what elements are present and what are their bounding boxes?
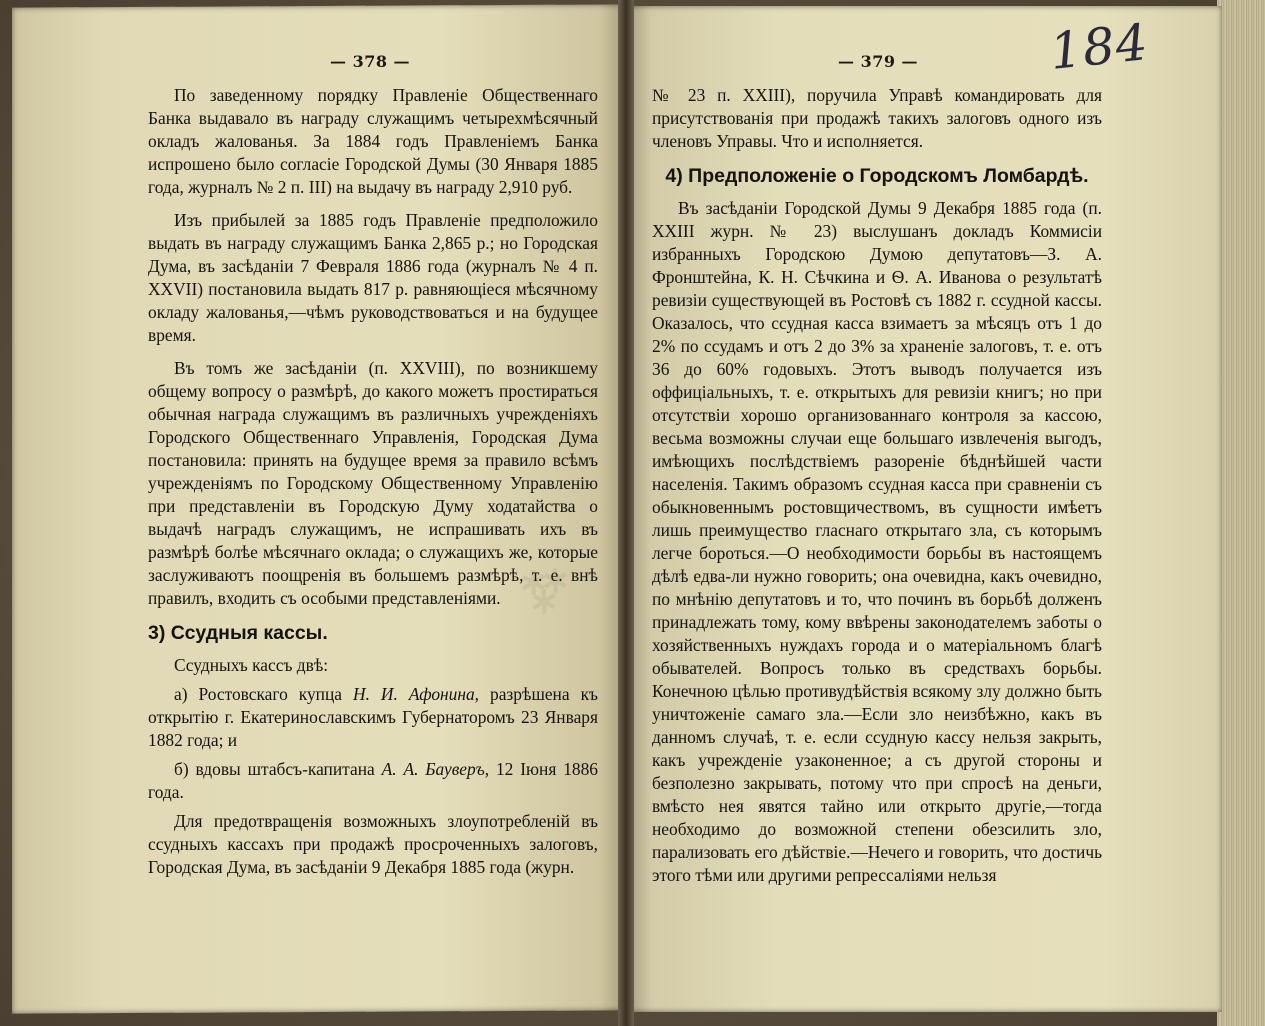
faint-stamp-mark: ⁂ (509, 554, 580, 622)
paragraph: По заведенному порядку Правленіе Общественнаго Банка выдавало въ награду служащимъ четырехмѣсячный окладъ жалованья. За 1884 годъ Правленіемъ Банка испрошено было согласіе Городской Думы (30 Января 1885 года, журналъ № 2 п. III) на выдачу въ награду 2,910 руб. (148, 85, 598, 197)
left-text-column (148, 84, 598, 889)
list-item (148, 758, 598, 804)
item-suffix: , разрѣшена къ открытію г. Екатеринославскимъ Губернаторомъ 23 Января 1882 года; и (148, 684, 599, 750)
section-heading-loan-offices: 3) Ссудныя кассы. (148, 622, 328, 644)
book-gutter (618, 0, 634, 1026)
handwritten-folio-number: 184 (1047, 13, 1152, 81)
paragraph: Въ томъ же засѣданіи (п. XXVIII), по возникшему общему вопросу о размѣрѣ, до какого можетъ простираться обычная награда служащимъ въ различныхъ учрежденіяхъ Городского Общественнаго Управленія, Городская Дума постановила: принять на будущее время за правило всѣмъ учрежденіямъ по Городскому Общественному Управленію при представленіи въ Городскую Думу ходатайства о выдачѣ наградъ служащимъ, не испрашивать ихъ въ размѣрѣ болѣе мѣсячнаго оклада; о служащихъ же, которые заслуживаютъ поощренія въ большемъ размѣрѣ, т. е. внѣ правилъ, входить съ особыми представленіями. (148, 358, 598, 608)
item-prefix: а) Ростовскаго купца (174, 684, 354, 704)
list-item (148, 683, 598, 752)
person-name: А. А. Бауверъ (381, 759, 485, 779)
page-edges (1217, 0, 1265, 1026)
item-suffix: , 12 Іюня 1886 года. (148, 759, 598, 802)
item-prefix: б) вдовы штабсъ-капитана (174, 759, 382, 779)
section-intro: Ссудныхъ кассъ двѣ: (174, 655, 329, 675)
paragraph: Для предотвращенія возможныхъ злоупотребленій въ ссудныхъ кассахъ при продажѣ просроченныхъ залоговъ, Городская Дума, въ засѣданіи 9 Декабря 1885 года (журн. (148, 811, 598, 877)
left-page-number: — 378 — (330, 52, 411, 71)
section-heading-pawnshop: 4) Предположеніе о Городскомъ Ломбардѣ. (665, 165, 1089, 187)
person-name: Н. И. Афонина (353, 684, 475, 704)
paragraph: Изъ прибылей за 1885 годъ Правленіе предположило выдать въ награду служащимъ Банка 2,865 р.; но Городская Дума, въ засѣданіи 7 Февраля 1886 года (журналъ № 4 п. XXVII) постановила выдать 817 р. равняющіеся мѣсячному окладу жалованья,—чѣмъ руководствоваться и на будущее время. (148, 210, 598, 345)
continued-paragraph: № 23 п. XXIII), поручила Управѣ командировать для присутствованія при продажѣ такихъ залоговъ одного изъ членовъ Управы. Что и исполняется. (652, 85, 1102, 151)
right-page-number: — 379 — (838, 52, 919, 71)
right-text-column (652, 84, 1102, 897)
paragraph: Въ засѣданіи Городской Думы 9 Декабря 1885 года (п. XXIII журн. № 23) выслушанъ докладъ Коммисіи избранныхъ Городскою Думою депутатовъ—З. А. Фронштейна, К. Н. Сѣчкина и Ѳ. А. Иванова о результатѣ ревизіи существующей въ Ростовѣ съ 1882 г. ссудной кассы. Оказалось, что ссудная касса взимаетъ за мѣсяцъ отъ 1 до 2% по ссудамъ и отъ 2 до 3% за храненіе залоговъ, т. е. отъ 36 до 60% годовыхъ. Этотъ выводъ получается изъ оффиціальныхъ, т. е. открытыхъ для ревизіи книгъ; но при отсутствіи хорошо организованнаго контроля за кассою, весьма возможны случаи еще большаго извлеченія выгодъ, имѣющихъ послѣдствіемъ разореніе бѣднѣйшей части населенія. Такимъ образомъ ссудная касса при сравненіи съ обыкновеннымъ ростовщичествомъ, въ сущности имѣетъ лишь преимущество гласнаго открытаго зла, съ которымъ легче бороться.—О необходимости борьбы въ настоящемъ дѣлѣ едва-ли нужно говорить; она очевидна, какъ очевидно, по мнѣнію депутатовъ и то, что починъ въ борьбѣ долженъ принадлежать тому, кому ввѣрены законодателемъ заботы о хозяйственныхъ нуждахъ города и о матеріальномъ благѣ обывателей. Вопросъ только въ средствахъ борьбы. Конечною цѣлью противудѣйствія всякому злу должно быть уничтоженіе самаго зла.—Если зло неизбѣжно, какъ въ данномъ случаѣ, т. е. если ссудную кассу нельзя закрыть, какъ учрежденіе узаконенное; а съ другой стороны и безполезно закрывать, потому что при спросѣ на деньги, вмѣсто нея явятся тайно или открыто другіе,—тогда необходимо до возможной степени обезсилить зло, парализовать его дѣйствіе.—Нечего и говорить, что достичь этого тѣми или другими репрессаліями нельзя (652, 198, 1102, 885)
